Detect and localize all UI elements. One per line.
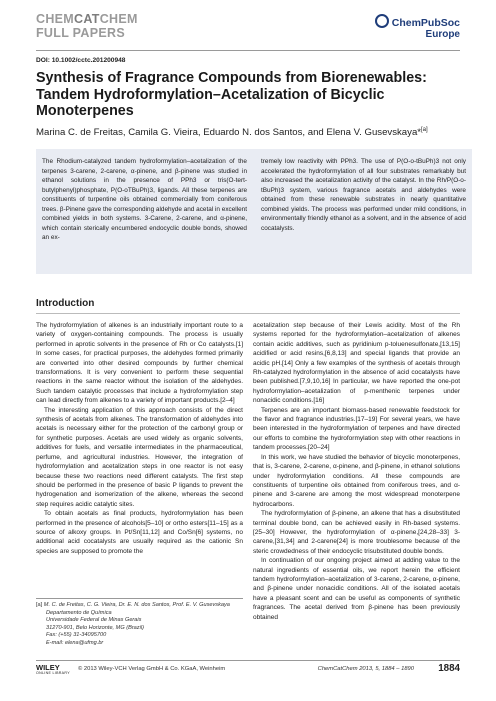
paragraph: In continuation of our ongoing project aimed at adding value to the natural ingredients of essential oils, we report herein the efficient tandem hydroformylation–acetalization of 3-carene, 2-carene, α-pinene, and β-pinene under nonacidic conditions. All of the isolated acetals have a pleasant scent and can be useful as components of synthetic fragrances. The acetal derived from β-pinene has been previously obtained — [253, 557, 460, 621]
page-footer — [36, 664, 460, 678]
section-label: FULL PAPERS — [36, 26, 125, 40]
paragraph: In this work, we have studied the behavior of bicyclic monoterpenes, that is, 3-carene, 2-carene, α-pinene, and β-pinene, in ethanol solutions under hydroformylation conditions. All these compounds are constituents of turpentine oils obtained from coniferous trees, and α-pinene and 3-carene are among the most widespread monoterpene hydrocarbons. — [253, 453, 460, 508]
citation: ChemCatChem 2013, 5, 1884 – 1890 — [317, 666, 414, 672]
paragraph: acetalization step because of their Lewis acidity. Most of the Rh systems reported for the hydroformylation–acetalization of alkenes contain acidic additives, such as pyridinium p-toluenesulfonate,[13,15] acidified or acid resins,[6,8,13] and special ligands that provide an acidic pH.[14] Only a few examples of the synthesis of acetals through Rh-catalyzed hydroformylation in the absence of acid cocatalysts have been published.[7,9,10,16] In particular, we have reported the one-pot hydroformylation–acetalization of p-menthenic terpenes under nonacidic conditions.[16] — [253, 322, 460, 405]
society-swirl-icon — [375, 14, 389, 28]
header-rule — [36, 50, 460, 51]
journal-header — [36, 12, 460, 48]
paragraph: Terpenes are an important biomass-based renewable feedstock for the flavor and fragrance industries.[17–19] For several years, we have been interested in the hydroformylation of terpenes and have directed our efforts to combine the hydroformylation step with other reactions in tandem processes.[20–24] — [253, 406, 460, 452]
email-link[interactable]: E-mail: elena@ufmg.br — [46, 639, 104, 646]
copyright: © 2013 Wiley-VCH Verlag GmbH & Co. KGaA, Weinheim — [78, 666, 226, 672]
author-list: Marina C. de Freitas, Camila G. Vieira, Eduardo N. dos Santos, and Elena V. Gusevskaya*[a] — [36, 127, 428, 139]
abstract-left: The Rhodium-catalyzed tandem hydroformylation–acetalization of the terpenes 3-carene, 2-carene, α-pinene, and β-pinene was studied in ethanol solutions in the presence of PPh3 or tris(O-tert-butylphenyl)phosphate, P(O-oTBuPh)3, ligands. All these terpenes are constituents of turpentine oils obtained commercially from coniferous trees. β-Pinene gave the corresponding aldehyde and acetal in excellent combined yields in both systems. 3-Carene, 2-carene, and α-pinene, which contain sterically encumbered endocyclic double bonds, showed an ex- — [42, 158, 247, 242]
society-logo: ChemPubSoc Europe — [375, 14, 460, 40]
affiliation-footnote: [a] M. C. de Freitas, C. G. Vieira, Dr. E. N. dos Santos, Prof. E. V. Gusevskaya Departamento de Química Universidade Federal de Minas Gerais 31270-901, Belo Horizonte, MG (Brazil) Fax: (+55) 31-34095700 E-mail: elena@ufmg.br — [36, 602, 243, 648]
page-number: 1884 — [438, 663, 460, 674]
doi[interactable]: DOI: 10.1002/cctc.201200948 — [36, 57, 126, 64]
abstract-box — [36, 149, 472, 274]
footer-rule — [36, 660, 460, 661]
article-title: Synthesis of Fragrance Compounds from Biorenewables: Tandem Hydroformylation–Acetalization of Bicyclic Monoterpenes — [36, 70, 427, 119]
footnote-rule — [36, 598, 243, 599]
section-heading: Introduction — [36, 298, 95, 309]
section-rule — [36, 313, 460, 314]
wiley-logo[interactable]: WILEY ONLINE LIBRARY — [36, 663, 70, 675]
abstract-right: tremely low reactivity with PPh3. The use of P(O-o-tBuPh)3 not only accelerated the hydroformylation of all four substrates remarkably but also increased the acetalization activity of the catalyst. In the Rh/P(O-o-tBuPh)3 system, various fragrance acetals and aldehydes were obtained from these renewable substrates in nearly quantitative combined yields. The process was performed under mild conditions, in environmentally friendly ethanol as a solvent, and in the absence of acid cocatalysts. — [261, 158, 466, 232]
body-column-right — [253, 321, 460, 622]
paragraph: The hydroformylation of alkenes is an industrially important route to a variety of oxygen-containing compounds. The process is usually performed in aprotic solvents in the presence of Rh or Co catalysts.[1] In some cases, for practical purposes, the aldehydes formed primarily are converted into other desired compounds by further chemical transformations. It is very convenient to perform these sequential reactions in the same reactor without the isolation of the aldehydes. Such tandem catalytic processes that include a hydroformylation step can lead directly from alkenes to a variety of important products.[2–4] — [36, 322, 243, 405]
paragraph: The hydroformylation of β-pinene, an alkene that has a disubstituted terminal double bond, can be achieved easily in Rh-based systems.[25–30] However, the hydroformylation of α-pinene,[24,28–33] 3-carene,[31,34] and 2-carene[24] is more troublesome because of the steric crowdedness of their endocyclic trisubstituted double bonds. — [253, 510, 460, 555]
paragraph: The interesting application of this approach consists of the direct synthesis of acetals from alkenes. The transformation of aldehydes into acetals is necessary either for the protection of the carbonyl group or for synthetic purposes. Acetals are used widely as organic solvents, additives for fuels, and versatile intermediates in the pharmaceutical, perfume, and agricultural industries. However, the integration of hydroformylation and acetalization steps in one reactor is not easy because these two reactions need different catalysts. The first step should be performed in the presence of basic P ligands to prevent the hydrogenation and isomerization of the alkene, whereas the second step requires acidic catalytic sites. — [36, 406, 243, 508]
journal-name: CHEMCATCHEM — [36, 12, 138, 26]
body-column-left — [36, 321, 243, 556]
paragraph: To obtain acetals as final products, hydroformylation has been performed in the presence of alcohols[5–10] or ortho esters[11–15] as a source of alkoxy groups. In Pt/Sn[11,12] and Co/Sn[6] systems, no additional acid cocatalysts are usually required as the cationic Sn species are supposed to promote the — [36, 510, 243, 555]
